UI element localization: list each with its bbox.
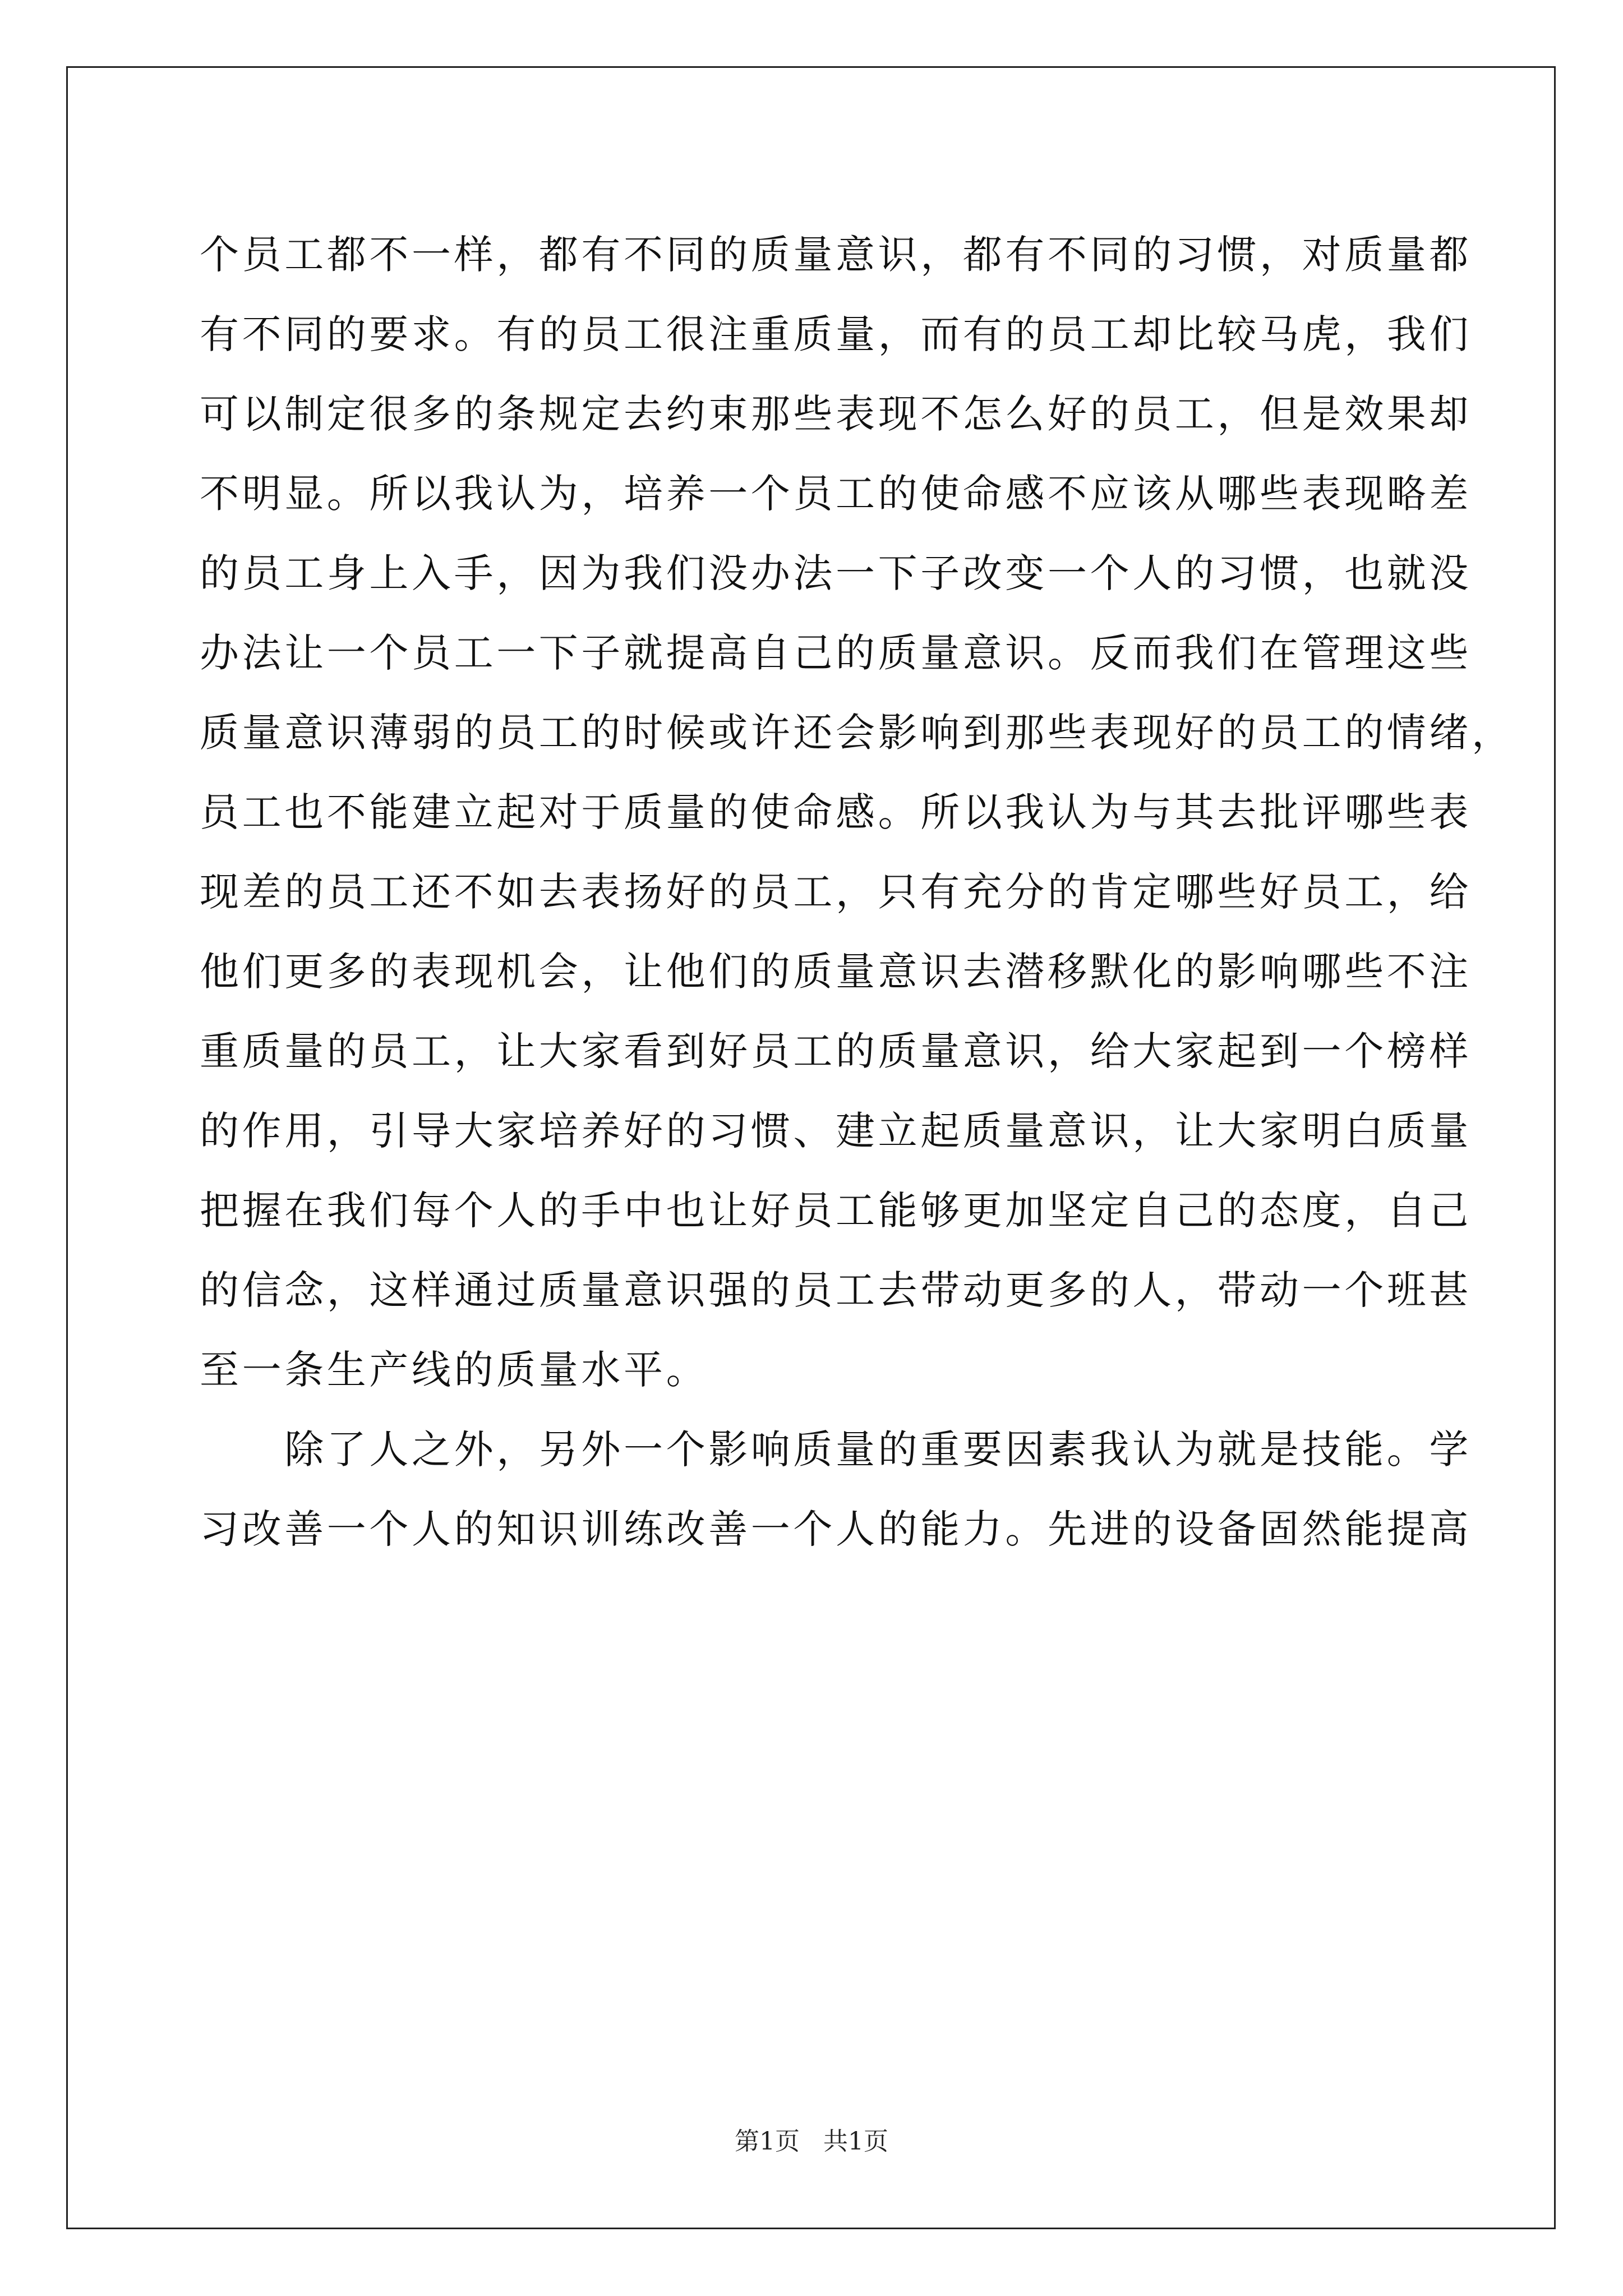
text-line: 可以制定很多的条规定去约束那些表现不怎么好的员工，但是效果却 [200,391,1472,437]
text-line: 重质量的员工，让大家看到好员工的质量意识，给大家起到一个榜样 [200,1028,1472,1074]
text-line: 有不同的要求。有的员工很注重质量，而有的员工却比较马虎，我们 [200,311,1472,357]
text-line: 他们更多的表现机会，让他们的质量意识去潜移默化的影响哪些不注 [200,949,1472,995]
text-line: 不明显。所以我认为，培养一个员工的使命感不应该从哪些表现略差 [200,471,1472,517]
text-line: 现差的员工还不如去表扬好的员工，只有充分的肯定哪些好员工，给 [200,869,1472,915]
text-line: 办法让一个员工一下子就提高自己的质量意识。反而我们在管理这些 [200,630,1472,676]
text-line: 个员工都不一样，都有不同的质量意识，都有不同的习惯，对质量都 [200,232,1472,278]
text-line: 至一条生产线的质量水平。 [200,1347,709,1393]
text-line: 的员工身上入手，因为我们没办法一下子改变一个人的习惯，也就没 [200,550,1472,596]
text-line: 把握在我们每个人的手中也让好员工能够更加坚定自己的态度，自己 [200,1188,1472,1234]
page-footer [0,2127,1623,2156]
text-line: 除了人之外，另外一个影响质量的重要因素我认为就是技能。学 [200,1427,1472,1473]
text-line: 员工也不能建立起对于质量的使命感。所以我认为与其去批评哪些表 [200,789,1472,835]
text-line: 的作用，引导大家培养好的习惯、建立起质量意识，让大家明白质量 [200,1108,1472,1154]
text-line: 习改善一个人的知识训练改善一个人的能力。先进的设备固然能提高 [200,1506,1472,1552]
text-line: 质量意识薄弱的员工的时候或许还会影响到那些表现好的员工的情绪， [200,710,1514,756]
text-line: 的信念，这样通过质量意识强的员工去带动更多的人，带动一个班甚 [200,1267,1472,1313]
page-number-label: 第1页 共1页 [735,2127,888,2156]
